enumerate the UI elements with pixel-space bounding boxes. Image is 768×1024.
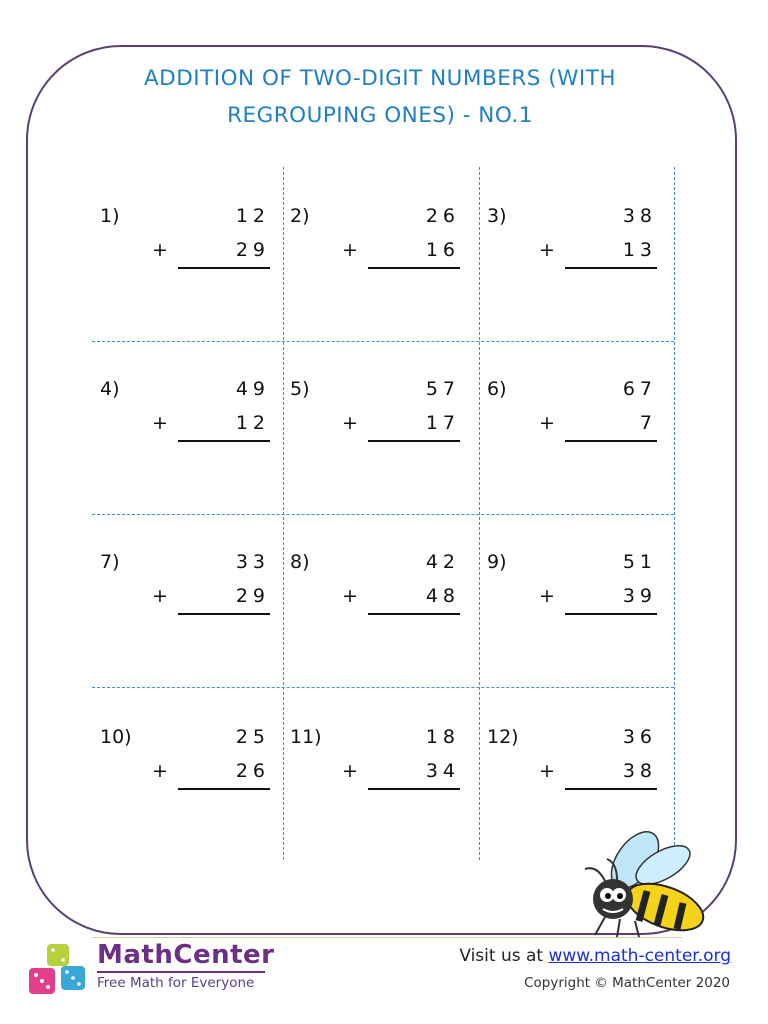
problem-12 xyxy=(487,726,657,806)
addend-top: 33 xyxy=(235,551,270,573)
problem-8 xyxy=(290,551,460,631)
plus-sign: + xyxy=(152,239,168,261)
answer-line xyxy=(565,267,657,269)
plus-sign: + xyxy=(152,412,168,434)
problem-number: 8) xyxy=(290,551,310,573)
problem-number: 6) xyxy=(487,378,507,400)
addend-bottom: 16 xyxy=(425,239,460,261)
addend-top: 67 xyxy=(622,378,657,400)
title-line-1: ADDITION OF TWO-DIGIT NUMBERS (WITH xyxy=(143,66,617,91)
problem-number: 1) xyxy=(100,205,120,227)
answer-line xyxy=(368,788,460,790)
problem-7 xyxy=(100,551,270,631)
addend-bottom: 39 xyxy=(622,585,657,607)
footer-divider xyxy=(92,937,682,938)
problem-10 xyxy=(100,726,270,806)
addend-top: 49 xyxy=(235,378,270,400)
addend-bottom: 48 xyxy=(425,585,460,607)
addend-bottom: 17 xyxy=(425,412,460,434)
addend-bottom: 12 xyxy=(235,412,270,434)
title-line-2: REGROUPING ONES) - NO.1 xyxy=(227,103,533,128)
problem-5 xyxy=(290,378,460,458)
problem-3 xyxy=(487,205,657,285)
problem-number: 7) xyxy=(100,551,120,573)
addend-top: 26 xyxy=(425,205,460,227)
problem-1 xyxy=(100,205,270,285)
problem-4 xyxy=(100,378,270,458)
plus-sign: + xyxy=(539,239,555,261)
problem-number: 9) xyxy=(487,551,507,573)
addend-top: 42 xyxy=(425,551,460,573)
answer-line xyxy=(178,613,270,615)
answer-line xyxy=(178,267,270,269)
plus-sign: + xyxy=(342,585,358,607)
row-divider xyxy=(92,687,674,688)
column-divider xyxy=(674,167,675,860)
addend-top: 18 xyxy=(425,726,460,748)
addend-top: 38 xyxy=(622,205,657,227)
problem-number: 4) xyxy=(100,378,120,400)
addend-bottom: 34 xyxy=(425,760,460,782)
brand-tagline: Free Math for Everyone xyxy=(97,975,255,991)
addend-bottom: 29 xyxy=(235,585,270,607)
brand-name: MathCenter xyxy=(97,940,275,970)
row-divider xyxy=(92,341,674,342)
problem-9 xyxy=(487,551,657,631)
addend-bottom: 13 xyxy=(622,239,657,261)
plus-sign: + xyxy=(342,760,358,782)
plus-sign: + xyxy=(342,412,358,434)
addend-top: 12 xyxy=(235,205,270,227)
plus-sign: + xyxy=(152,760,168,782)
problem-number: 2) xyxy=(290,205,310,227)
answer-line xyxy=(178,788,270,790)
problem-2 xyxy=(290,205,460,285)
plus-sign: + xyxy=(539,760,555,782)
plus-sign: + xyxy=(539,585,555,607)
worksheet-title xyxy=(60,60,700,134)
addend-bottom: 7 xyxy=(639,412,657,434)
addend-top: 51 xyxy=(622,551,657,573)
answer-line xyxy=(178,440,270,442)
problem-number: 3) xyxy=(487,205,507,227)
visit-prefix: Visit us at xyxy=(459,946,544,966)
addend-bottom: 38 xyxy=(622,760,657,782)
addend-top: 25 xyxy=(235,726,270,748)
visit-text xyxy=(459,946,731,966)
website-link[interactable]: www.math-center.org xyxy=(548,946,731,966)
problem-number: 10) xyxy=(100,726,132,748)
answer-line xyxy=(368,267,460,269)
problem-11 xyxy=(290,726,460,806)
problem-number: 12) xyxy=(487,726,519,748)
row-divider xyxy=(92,514,674,515)
addend-top: 36 xyxy=(622,726,657,748)
answer-line xyxy=(565,788,657,790)
problem-number: 5) xyxy=(290,378,310,400)
problem-6 xyxy=(487,378,657,458)
dice-cubes-icon xyxy=(27,940,89,998)
copyright: Copyright © MathCenter 2020 xyxy=(524,975,730,991)
answer-line xyxy=(368,440,460,442)
plus-sign: + xyxy=(342,239,358,261)
plus-sign: + xyxy=(539,412,555,434)
brand-underline xyxy=(97,971,265,973)
addend-bottom: 29 xyxy=(235,239,270,261)
plus-sign: + xyxy=(152,585,168,607)
answer-line xyxy=(368,613,460,615)
addend-top: 57 xyxy=(425,378,460,400)
addend-bottom: 26 xyxy=(235,760,270,782)
answer-line xyxy=(565,440,657,442)
problem-number: 11) xyxy=(290,726,322,748)
bee-icon xyxy=(565,825,715,940)
answer-line xyxy=(565,613,657,615)
